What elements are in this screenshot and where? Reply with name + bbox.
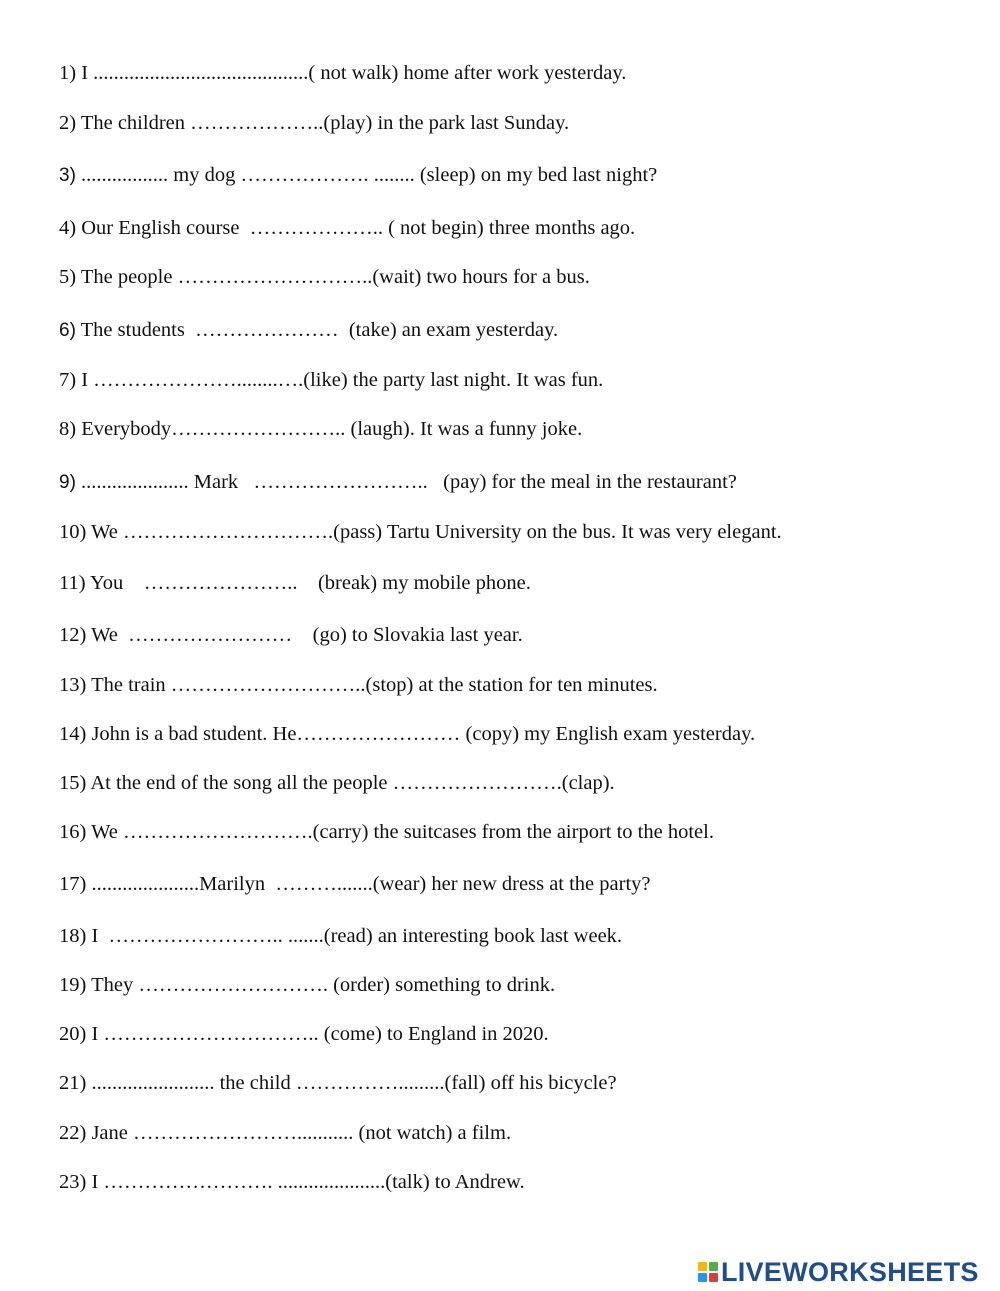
exercise-text: Jane ……………………........... (not watch) a film. [86,1122,512,1144]
exercise-number: 1) [59,62,77,84]
exercise-number: 5) [59,266,77,288]
exercise-number: 23) [59,1171,87,1193]
exercise-text: The people ………………………..(wait) two hours for a bus. [76,266,590,288]
exercise-item [59,571,531,595]
exercise-item [59,924,622,948]
exercise-number: 13) [59,674,87,696]
exercise-text: We …………………… (go) to Slovakia last year. [86,624,523,646]
exercise-number: 7) [59,369,77,391]
exercise-item [59,470,737,495]
exercise-item [59,1170,525,1194]
exercise-item [59,318,558,343]
exercise-text: The train ………………………..(stop) at the station for ten minutes. [86,674,658,696]
exercise-item [59,1071,617,1095]
exercise-number: 20) [59,1023,87,1045]
exercise-item [59,111,569,135]
exercise-text: ..................... Mark …………………….. (pay) for the meal in the restaurant? [75,471,737,493]
exercise-item [59,623,523,647]
exercise-text: The children ………………..(play) in the park last Sunday. [76,112,570,134]
exercise-number: 8) [59,418,77,440]
exercise-number: 4) [59,217,77,239]
exercise-text: The students ………………… (take) an exam yesterday. [75,319,559,341]
exercise-text: We ……………………….(carry) the suitcases from the airport to the hotel. [86,821,714,843]
exercise-number: 11) [59,572,86,594]
exercise-item [59,417,582,441]
exercise-number: 21) [59,1072,87,1094]
exercise-number: 15) [59,772,87,794]
exercise-text: I ……………………. .....................(talk) to Andrew. [86,1171,525,1193]
exercise-number: 2) [59,112,77,134]
exercise-number: 22) [59,1122,87,1144]
exercise-item [59,1022,549,1046]
exercise-text: I ………………………….. (come) to England in 2020. [86,1023,549,1045]
exercise-item [59,771,615,795]
exercise-item [59,368,603,392]
exercise-item [59,265,590,289]
exercise-item [59,520,782,544]
exercise-text: I ..........................................( not walk) home after work yesterday. [76,62,627,84]
exercise-text: I …………………….. .......(read) an interesting book last week. [86,925,623,947]
exercise-text: At the end of the song all the people …………………….(clap). [86,772,615,794]
exercise-item [59,820,714,844]
logo-text: LIVEWORKSHEETS [721,1256,979,1287]
exercise-item [59,216,635,240]
logo-icon [698,1262,718,1282]
exercise-item [59,872,651,896]
exercise-text: Our English course ……………….. ( not begin) three months ago. [76,217,636,239]
exercise-text: We ………………………….(pass) Tartu University on the bus. It was very elegant. [86,521,782,543]
exercise-number: 14) [59,723,87,745]
exercise-number: 17) [59,873,87,895]
exercise-number: 16) [59,821,87,843]
exercise-item [59,1121,511,1145]
exercise-number: 12) [59,624,87,646]
exercise-item [59,673,658,697]
exercise-text: I …………………........….(like) the party last night. It was fun. [76,369,604,391]
exercise-text: ................. my dog ………………. ........ (sleep) on my bed last night? [75,164,658,186]
exercise-number: 10) [59,521,87,543]
exercise-item [59,722,755,746]
exercise-text: They ………………………. (order) something to drink. [86,974,556,996]
exercise-text: You ………………….. (break) my mobile phone. [85,572,531,594]
exercise-item [59,163,657,188]
exercise-number: 19) [59,974,87,996]
exercise-number: 3) [59,165,76,186]
exercise-item [59,61,626,85]
exercise-number: 6) [59,320,76,341]
exercise-number: 9) [59,472,76,493]
liveworksheets-logo [698,1257,979,1287]
exercise-text: John is a bad student. He…………………… (copy) my English exam yesterday. [86,723,756,745]
exercise-number: 18) [59,925,87,947]
exercise-text: ........................ the child …………….........(fall) off his bicycle? [86,1072,617,1094]
exercise-text: .....................Marilyn ……….......(wear) her new dress at the party? [86,873,651,895]
exercise-text: Everybody…………………….. (laugh). It was a funny joke. [76,418,583,440]
exercise-item [59,973,555,997]
